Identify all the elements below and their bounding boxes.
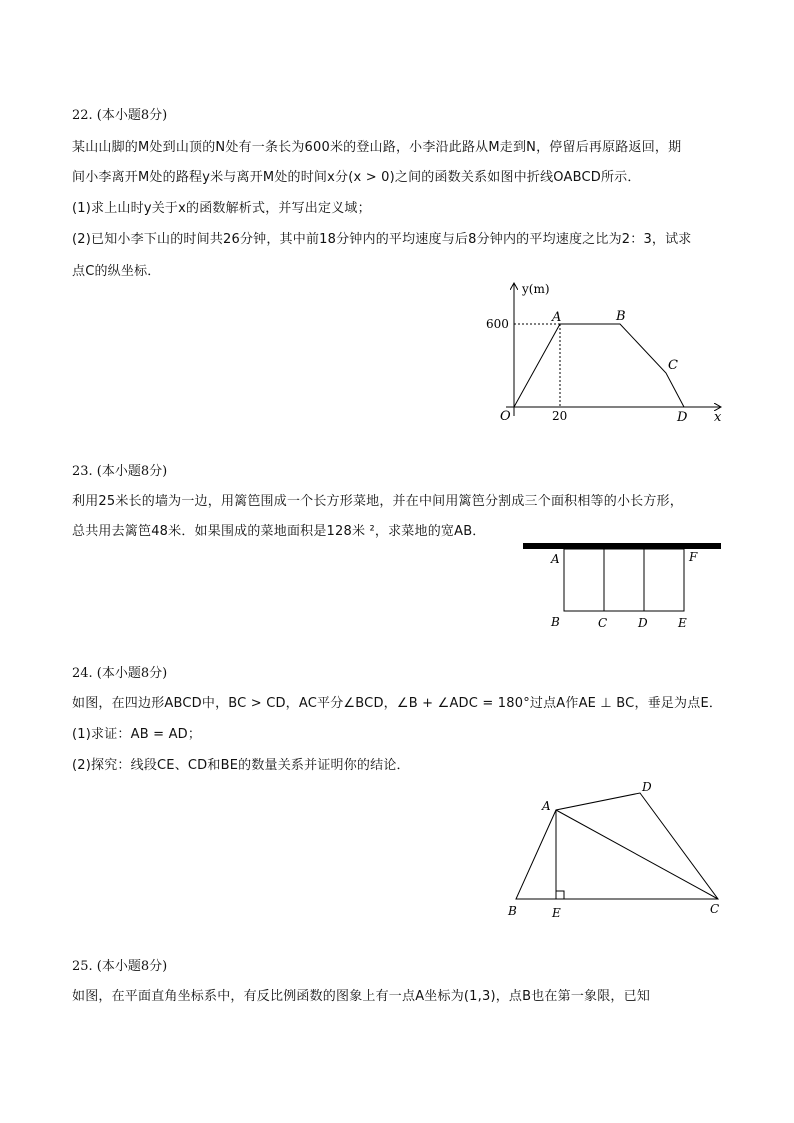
point-C-label: C: [668, 358, 678, 373]
q22-function-graph: [480, 278, 740, 428]
right-angle-mark: [556, 891, 564, 899]
point-D-label: D: [677, 410, 688, 425]
label-B: B: [508, 904, 517, 918]
polyline-OABCD: [514, 324, 684, 407]
point-A-label: A: [552, 310, 562, 325]
label-D: D: [638, 616, 648, 630]
tick-20: 20: [552, 409, 568, 423]
q24-line-1: 如图，在四边形ABCD中，BC > CD，AC平分∠BCD，∠B + ∠ADC = 180°过点A作AE ⊥ BC，垂足为点E．: [72, 696, 723, 711]
wall: [523, 543, 721, 549]
diagonal-AC: [556, 810, 718, 899]
q22-part-2-cont: 点C的纵坐标．: [72, 264, 161, 279]
q23-heading: 23. (本小题8分): [72, 464, 168, 479]
y-axis-label: y(m): [522, 282, 550, 296]
label-F: F: [689, 550, 698, 564]
label-E: E: [678, 616, 687, 630]
q22-line-2: 间小李离开M处的路程y米与离开M处的时间x分(x > 0)之间的函数关系如图中折线OABCD所示．: [72, 170, 641, 185]
label-E: E: [552, 906, 561, 920]
q24-part-1: (1)求证：AB = AD；: [72, 727, 202, 742]
q22-line-1: 某山山脚的M处到山顶的N处有一条长为600米的登山路，小李沿此路从M走到N，停留后再原路返回，期: [72, 140, 682, 155]
label-B: B: [551, 615, 560, 629]
origin-label: O: [500, 409, 511, 424]
q24-part-2: (2)探究：线段CE、CD和BE的数量关系并证明你的结论．: [72, 758, 410, 773]
label-D: D: [642, 780, 652, 794]
label-A: A: [542, 799, 551, 813]
q23-line-2: 总共用去篱笆48米．如果围成的菜地面积是128米 ²，求菜地的宽AB．: [72, 524, 486, 539]
label-A: A: [551, 552, 560, 566]
q22-part-2: (2)已知小李下山的时间共26分钟，其中前18分钟内的平均速度与后8分钟内的平均速度之比为2：3，试求: [72, 232, 692, 247]
label-C: C: [710, 902, 720, 916]
q23-line-1: 利用25米长的墙为一边，用篱笆围成一个长方形菜地，并在中间用篱笆分割成三个面积相等的小长方形，: [72, 494, 683, 509]
garden-rect: [564, 549, 684, 611]
label-C: C: [598, 616, 608, 630]
q24-quadrilateral-figure: [500, 775, 740, 925]
q25-heading: 25. (本小题8分): [72, 959, 168, 974]
q22-heading: 22. (本小题8分): [72, 108, 168, 123]
point-B-label: B: [616, 309, 626, 324]
q24-heading: 24. (本小题8分): [72, 666, 168, 681]
q22-part-1: (1)求上山时y关于x的函数解析式，并写出定义域；: [72, 201, 371, 216]
q25-line-1: 如图，在平面直角坐标系中，有反比例函数的图象上有一点A坐标为(1,3)，点B也在第一象限，已知: [72, 989, 651, 1004]
tick-600: 600: [486, 317, 509, 331]
x-axis-label: x: [714, 410, 722, 425]
q23-garden-figure: [515, 538, 730, 638]
